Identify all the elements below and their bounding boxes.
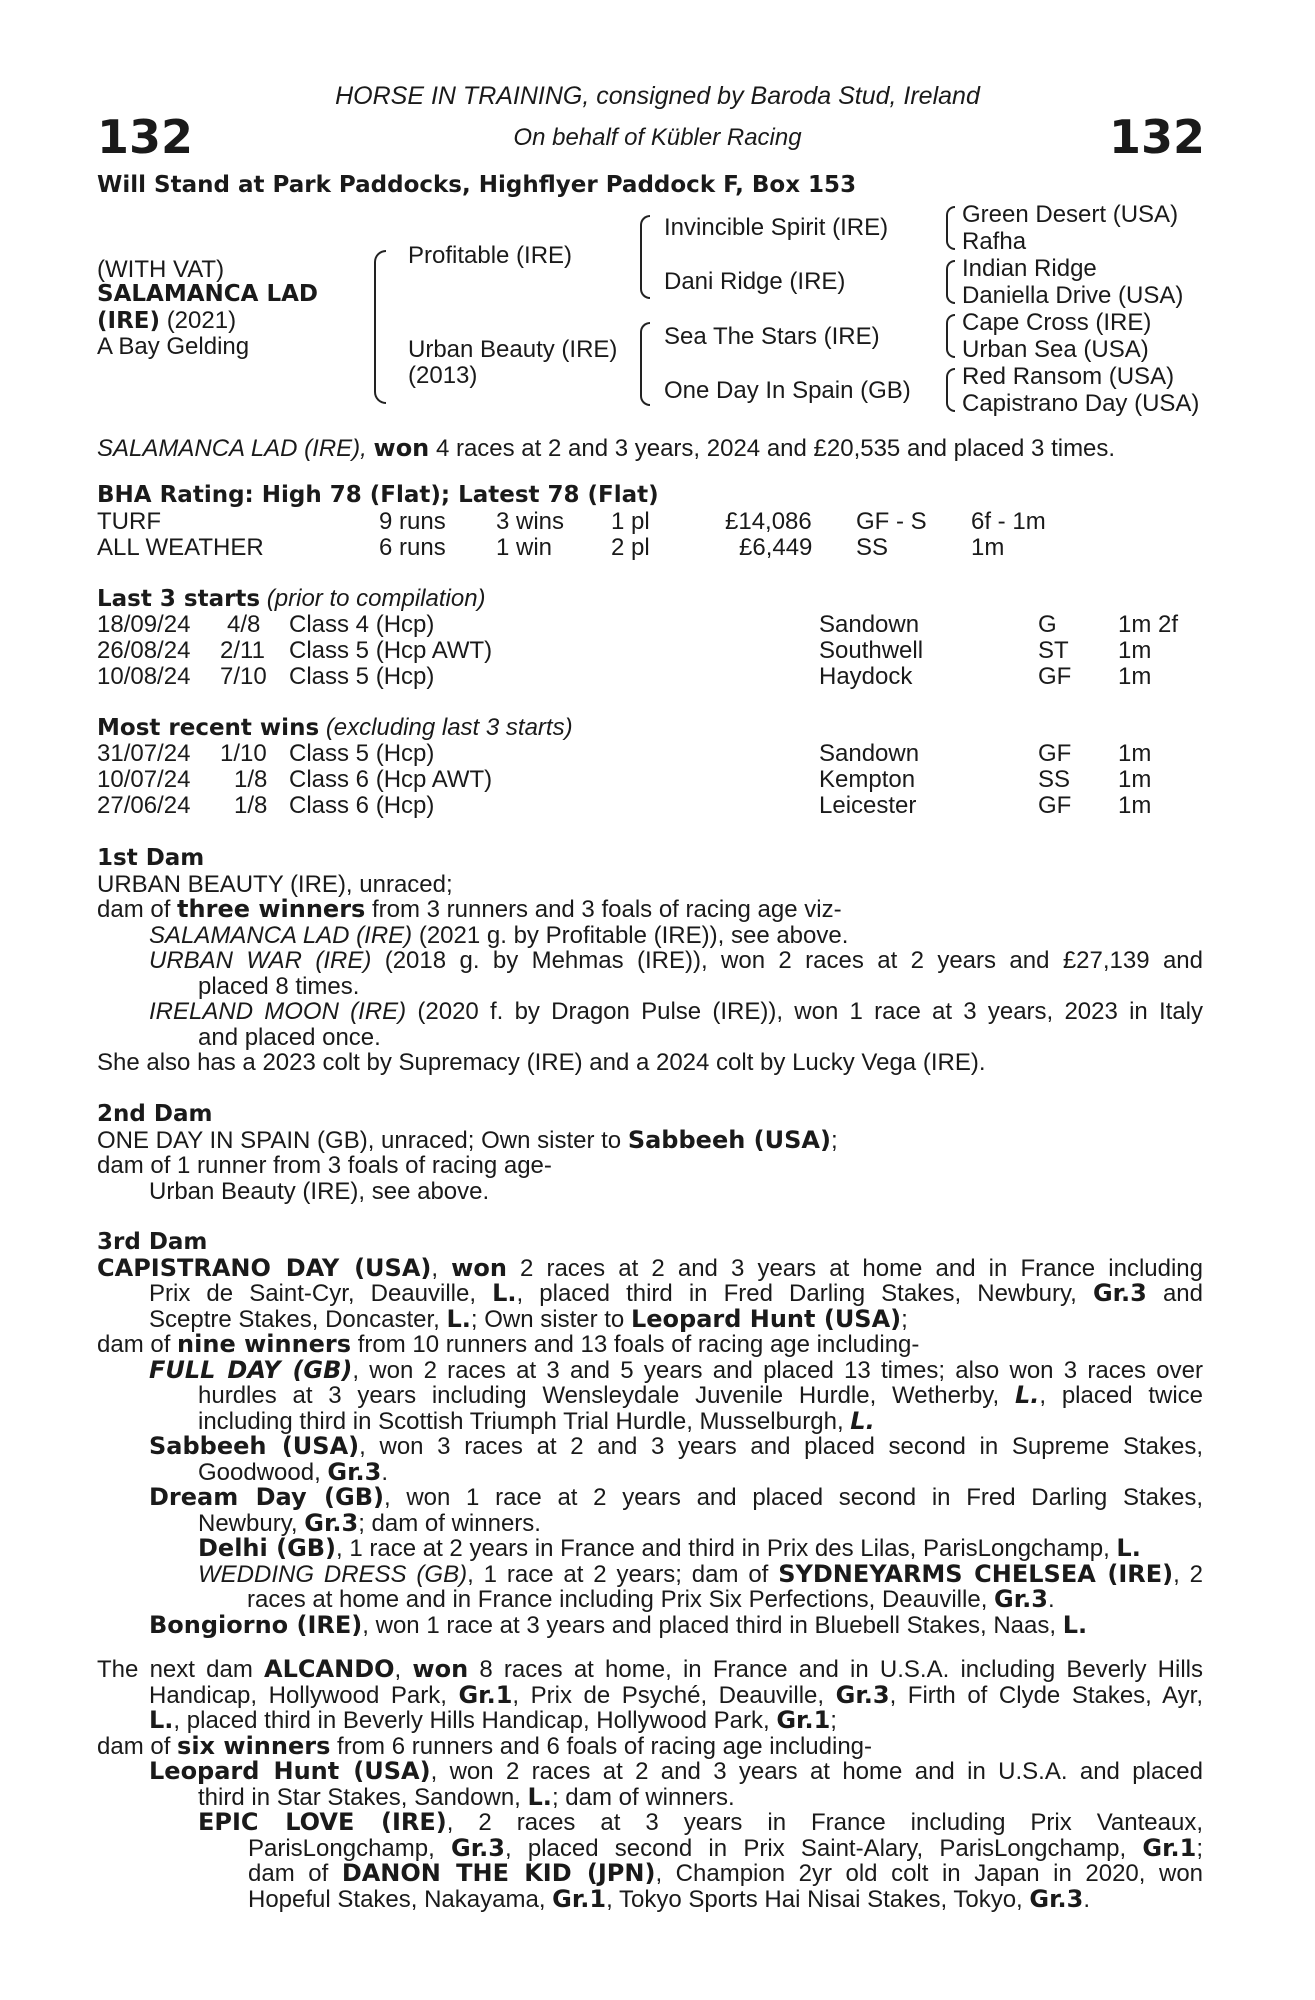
consignor-line: HORSE IN TRAINING, consigned by Baroda Stud, Ireland: [335, 82, 980, 110]
pedigree-sds: Indian Ridge: [962, 255, 1097, 282]
pedigree-brace-ss: [946, 206, 955, 250]
pedigree-brace-ds: [946, 314, 955, 358]
lot-number-left: 132: [97, 110, 194, 164]
pedigree-dd: One Day In Spain (GB): [664, 377, 911, 404]
pedigree-brace-sire: [640, 215, 650, 299]
pedigree-dsd: Urban Sea (USA): [962, 336, 1149, 363]
pedigree-ss: Invincible Spirit (IRE): [664, 214, 889, 241]
pedigree-sss: Green Desert (USA): [962, 201, 1179, 228]
pedigree-dss: Cape Cross (IRE): [962, 309, 1152, 336]
next-dam-section: The next dam ALCANDO, won 8 races at home, in France and in U.S.A. including Beverly Hills Handicap, Hollywood Park, Gr.1, Prix de Psyché, Deauville, Gr.3, Firth of Clyde Stakes, Ayr, L., placed third in Beverly Hills Handicap, Hollywood Park, Gr.1; dam of six winners from 6 runners and 6 foals of racing age including- Leopard Hunt (USA), won 2 races at 2 and 3 years at home and in U.S.A. and placed third in Star Stakes, Sandown, L.; dam of winners. EPIC LOVE (IRE), 2 races at 3 years in France including Prix Vanteaux, ParisLongchamp, Gr.3, placed second in Prix Saint-Alary, ParisLongchamp, Gr.1; dam of DANON THE KID (JPN), Champion 2yr old colt in Japan in 2020, won Hopeful Stakes, Nakayama, Gr.1, Tokyo Sports Hai Nisai Stakes, Tokyo, Gr.3.: [97, 1655, 1204, 1913]
horse-name: SALAMANCA LAD: [97, 281, 318, 307]
last3-title: Last 3 starts (prior to compilation): [97, 585, 486, 612]
pedigree-dam-year: (2013): [408, 362, 478, 389]
pedigree-brace-sd: [946, 260, 955, 304]
pedigree-brace-dd: [946, 368, 955, 412]
stand-location: Will Stand at Park Paddocks, Highflyer Paddock F, Box 153: [97, 172, 857, 198]
pedigree-ddd: Capistrano Day (USA): [962, 390, 1200, 417]
recent-wins-title: Most recent wins (excluding last 3 starts): [97, 714, 573, 741]
pedigree-sd: Dani Ridge (IRE): [664, 268, 846, 295]
pedigree-dam: Urban Beauty (IRE): [408, 336, 618, 363]
third-dam-section: 3rd Dam CAPISTRANO DAY (USA), won 2 races at 2 and 3 years at home and in France including Prix de Saint-Cyr, Deauville, L., placed third in Fred Darling Stakes, Newbury, Gr.3 and Sceptre Stakes, Doncaster, L.; Own sister to Leopard Hunt (USA); dam of nine winners from 10 runners and 13 foals of racing age including- FULL DAY (GB), won 2 races at 3 and 5 years and placed 13 times; also won 3 races over hurdles at 3 years including Wensleydale Juvenile Hurdle, Wetherby, L., placed twice including third in Scottish Triumph Trial Hurdle, Musselburgh, L. Sabbeeh (USA), won 3 races at 2 and 3 years and placed second in Supreme Stakes, Goodwood, Gr.3. Dream Day (GB), won 1 race at 2 years and placed second in Fred Darling Stakes, Newbury, Gr.3; dam of winners. Delhi (GB), 1 race at 2 years in France and third in Prix des Lilas, ParisLongchamp, L. WEDDING DRESS (GB), 1 race at 2 years; dam of SYDNEYARMS CHELSEA (IRE), 2 races at home and in France including Prix Six Perfections, Deauville, Gr.3. Bongiorno (IRE), won 1 race at 3 years and placed third in Bluebell Stakes, Naas, L.: [97, 1229, 1204, 1639]
behalf-line: On behalf of Kübler Racing: [513, 124, 802, 151]
horse-description: A Bay Gelding: [97, 333, 250, 360]
pedigree-sire: Profitable (IRE): [408, 242, 573, 269]
vat-label: (WITH VAT): [97, 256, 225, 283]
pedigree-dds: Red Ransom (USA): [962, 363, 1175, 390]
lot-number-right: 132: [1108, 110, 1205, 164]
pedigree-brace-dam: [640, 322, 650, 406]
horse-origin-year: (IRE) (2021): [97, 307, 237, 334]
pedigree-sdd: Daniella Drive (USA): [962, 282, 1184, 309]
pedigree-ds: Sea The Stars (IRE): [664, 323, 880, 350]
first-dam-section: 1st Dam URBAN BEAUTY (IRE), unraced; dam of three winners from 3 runners and 3 foals of racing age viz- SALAMANCA LAD (IRE) (2021 g. by Profitable (IRE)), see above. URBAN WAR (IRE) (2018 g. by Mehmas (IRE)), won 2 races at 2 years and £27,139 and placed 8 times. IRELAND MOON (IRE) (2020 f. by Dragon Pulse (IRE)), won 1 race at 3 years, 2023 in Italy and placed once. She also has a 2023 colt by Supremacy (IRE) and a 2024 colt by Lucky Vega (IRE).: [97, 845, 1204, 1076]
race-summary: SALAMANCA LAD (IRE), won 4 races at 2 and 3 years, 2024 and £20,535 and placed 3 times.: [97, 434, 1116, 462]
pedigree-ssd: Rafha: [962, 228, 1027, 255]
pedigree-brace-main: [374, 250, 386, 404]
second-dam-section: 2nd Dam ONE DAY IN SPAIN (GB), unraced; Own sister to Sabbeeh (USA); dam of 1 runner from 3 foals of racing age- Urban Beauty (IRE), see above.: [97, 1101, 838, 1205]
rating-title: BHA Rating: High 78 (Flat); Latest 78 (Flat): [97, 482, 659, 508]
